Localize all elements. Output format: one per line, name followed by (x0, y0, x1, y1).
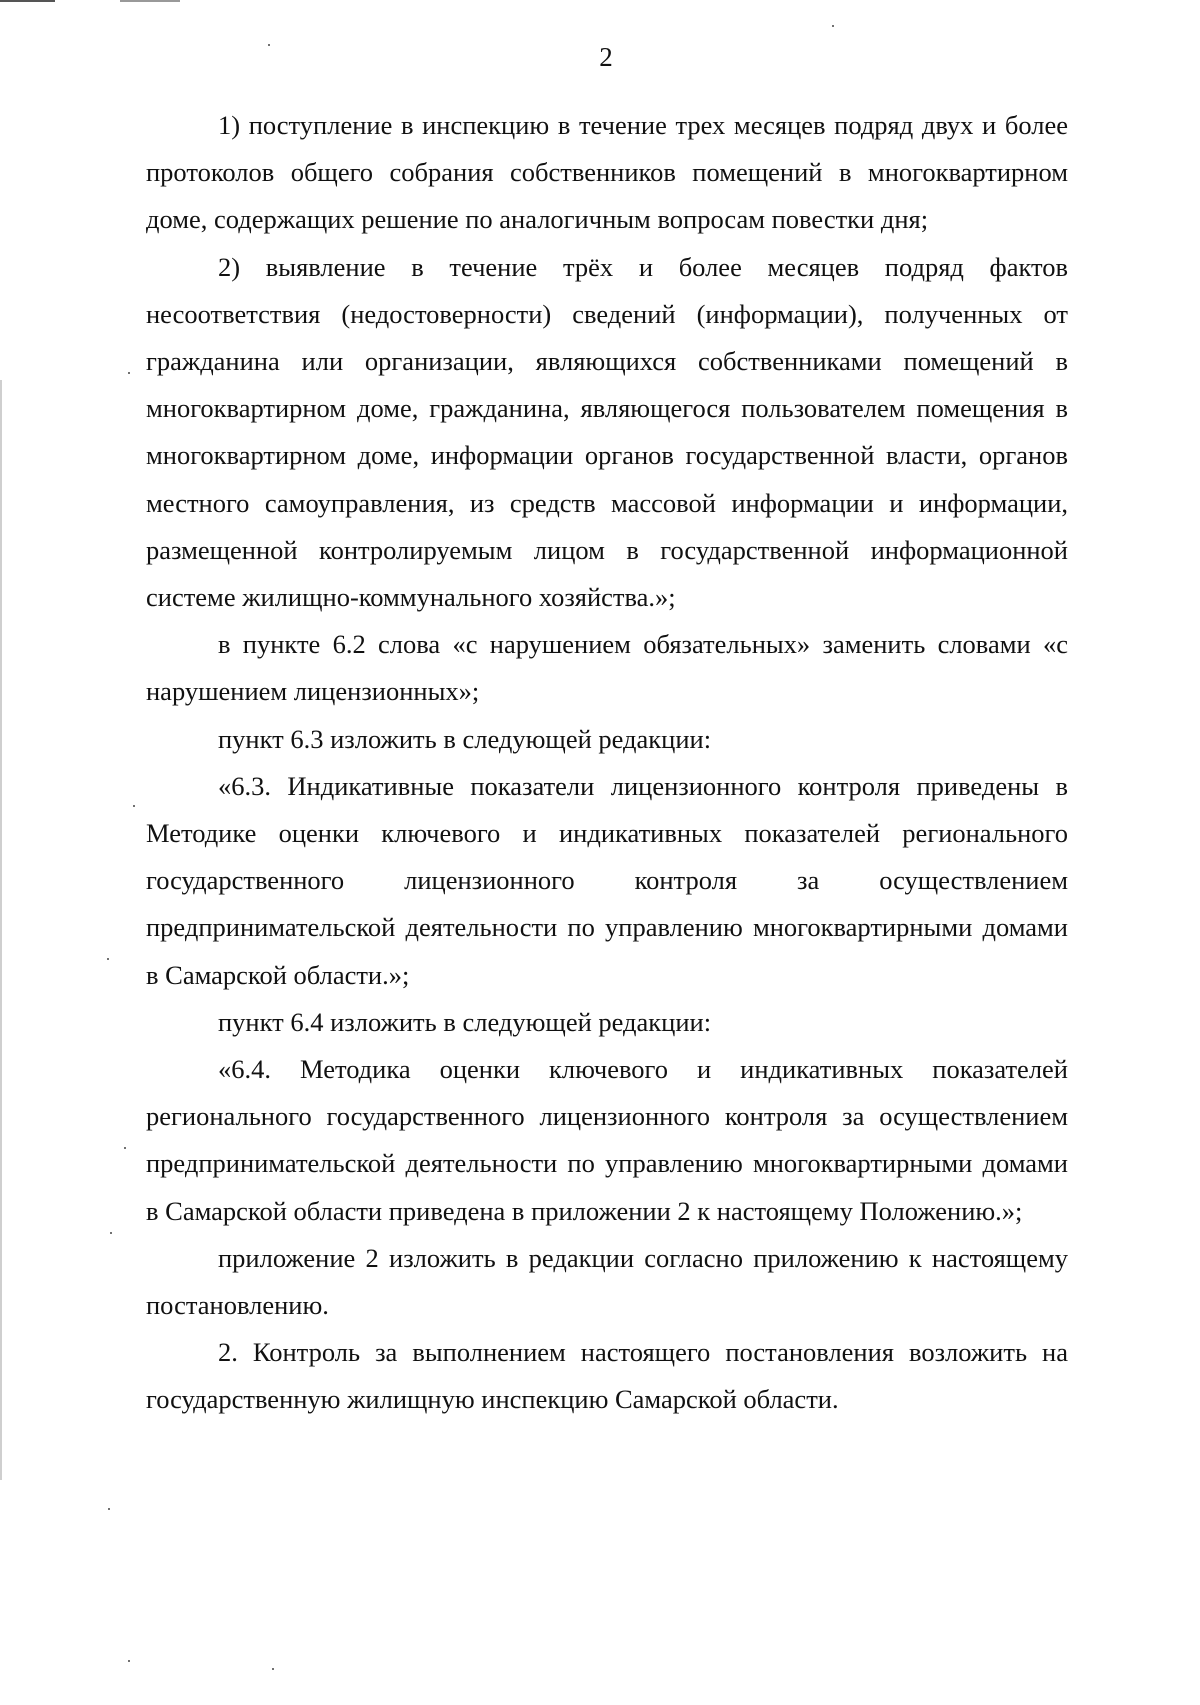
scan-speck (110, 1232, 112, 1234)
scan-speck (124, 1147, 126, 1149)
scan-speck (832, 25, 834, 27)
page-number: 2 (599, 42, 613, 72)
list-item-paragraph: 1) поступление в инспекцию в течение трех месяцев подряд двух и более протоколов общего собрания собственников помещений в многоквартирном доме, содержащих решение по аналогичным вопросам повестки дня; (146, 110, 1068, 235)
closing-paragraph: 2. Контроль за выполнением настоящего постановления возложить на государственную жилищную инспекцию Самарской области. (146, 1337, 1068, 1415)
scan-speck (133, 805, 135, 807)
scan-speck (272, 1668, 274, 1670)
scan-speck (108, 1508, 110, 1510)
scan-speck (128, 372, 130, 374)
scan-artifact-top-line (0, 0, 55, 2)
list-item-paragraph: 2) выявление в течение трёх и более месяцев подряд фактов несоответствия (недостоверности) сведений (информации), полученных от гражданина или организации, являющихся собственниками помещений в многоквартирном доме, гражданина, являющегося пользователем помещения в многоквартирном доме, информации органов государственной власти, органов местного самоуправления, из средств массовой информации и информации, размещенной контролируемым лицом в государственной информационной системе жилищно-коммунального хозяйства.»; (146, 251, 1068, 613)
quoted-clause-paragraph: «6.4. Методика оценки ключевого и индикативных показателей регионального государственного лицензионного контроля за осуществлением предпринимательской деятельности по управлению многоквартирными домами в Самарской области приведена в приложении 2 к настоящему Положению.»; (146, 1054, 1068, 1226)
scan-artifact-top-line (120, 0, 180, 2)
quoted-clause-paragraph: «6.3. Индикативные показатели лицензионного контроля приведены в Методике оценки ключевого и индикативных показателей регионального государственного лицензионного контроля за осуществлением предпринимательской деятельности по управлению многоквартирными домами в Самарской области.»; (146, 770, 1068, 990)
document-body (146, 102, 1068, 1424)
amendment-paragraph: пункт 6.4 изложить в следующей редакции: (218, 1006, 712, 1037)
amendment-paragraph: пункт 6.3 изложить в следующей редакции: (218, 723, 712, 754)
amendment-paragraph: в пункте 6.2 слова «с нарушением обязательных» заменить словами «с нарушением лицензионных»; (146, 629, 1068, 707)
amendment-paragraph: приложение 2 изложить в редакции согласно приложению к настоящему постановлению. (146, 1242, 1068, 1321)
scan-speck (128, 1660, 130, 1662)
scan-artifact-left-edge (0, 380, 2, 1480)
scan-speck (107, 958, 109, 960)
